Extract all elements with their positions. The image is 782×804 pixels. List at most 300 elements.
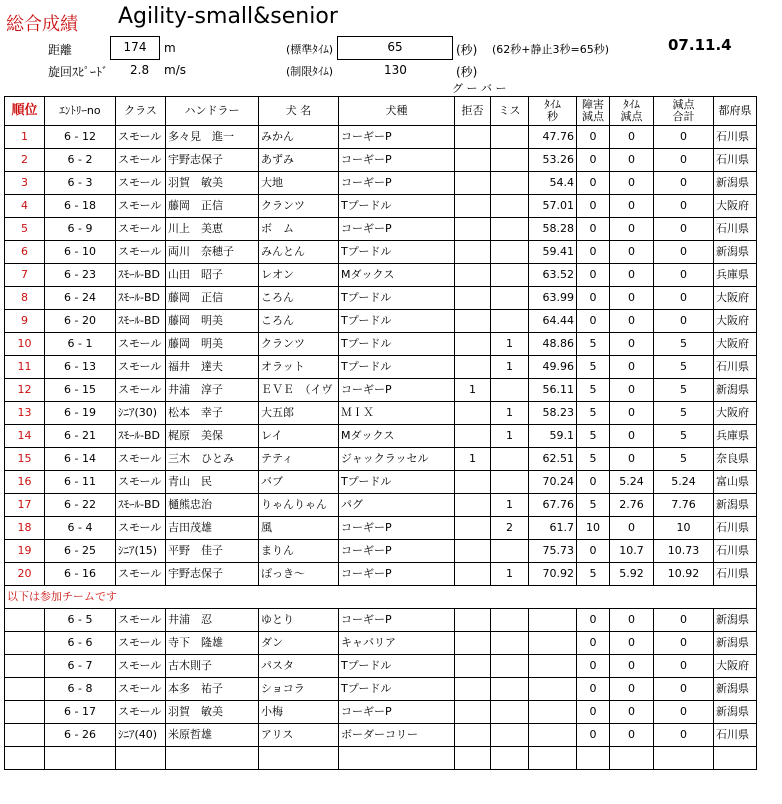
cell-dog: レオン: [259, 264, 339, 287]
event-title: Agility-small&senior: [118, 4, 338, 29]
cell-tpen: [610, 747, 654, 770]
cell-entry: 6 - 14: [45, 448, 116, 471]
cell-tpen: 0: [610, 310, 654, 333]
cell-dog: りゃんりゃん: [259, 494, 339, 517]
cell-breed: Tプードル: [339, 333, 455, 356]
cell-dog: 大五郎: [259, 402, 339, 425]
cell-refusal: [455, 333, 491, 356]
cell-class: [116, 747, 166, 770]
cell-miss: [491, 287, 529, 310]
cell-tpen: 0: [610, 701, 654, 724]
cell-handler: 福井 達夫: [166, 356, 259, 379]
table-row: [5, 724, 757, 747]
cell-rank: 6: [5, 241, 45, 264]
cell-miss: [491, 724, 529, 747]
cell-pref: 新潟県: [714, 172, 757, 195]
cell-pref: [714, 747, 757, 770]
cell-rank: 20: [5, 563, 45, 586]
cell-entry: 6 - 8: [45, 678, 116, 701]
cell-miss: [491, 747, 529, 770]
cell-class: ｼﾆｱ(15): [116, 540, 166, 563]
cell-breed: コーギーP: [339, 172, 455, 195]
cell-entry: 6 - 24: [45, 287, 116, 310]
cell-time: [529, 701, 577, 724]
cell-obs: 0: [577, 287, 610, 310]
cell-total: 10: [654, 517, 714, 540]
cell-refusal: [455, 195, 491, 218]
cell-class: スモール: [116, 172, 166, 195]
cell-breed: コーギーP: [339, 701, 455, 724]
cell-class: スモール: [116, 632, 166, 655]
cell-refusal: [455, 172, 491, 195]
cell-pref: 新潟県: [714, 609, 757, 632]
cell-dog: ゆとり: [259, 609, 339, 632]
cell-obs: 0: [577, 632, 610, 655]
cell-time: 58.23: [529, 402, 577, 425]
cell-dog: テティ: [259, 448, 339, 471]
cell-refusal: [455, 609, 491, 632]
cell-class: スモール: [116, 126, 166, 149]
cell-handler: 古木則子: [166, 655, 259, 678]
cell-dog: ダン: [259, 632, 339, 655]
cell-total: 5: [654, 448, 714, 471]
cell-pref: 石川県: [714, 126, 757, 149]
table-row: [5, 379, 757, 402]
cell-rank: 14: [5, 425, 45, 448]
cell-time: 63.99: [529, 287, 577, 310]
cell-obs: 0: [577, 540, 610, 563]
column-header: 犬 名: [259, 97, 339, 126]
cell-refusal: [455, 402, 491, 425]
cell-miss: [491, 195, 529, 218]
cell-time: 70.92: [529, 563, 577, 586]
cell-tpen: 0: [610, 172, 654, 195]
cell-total: 10.92: [654, 563, 714, 586]
cell-miss: [491, 126, 529, 149]
cell-handler: 両川 奈穂子: [166, 241, 259, 264]
cell-entry: 6 - 15: [45, 379, 116, 402]
cell-handler: 井浦 淳子: [166, 379, 259, 402]
cell-pref: 石川県: [714, 218, 757, 241]
column-header: 減点 合計: [654, 97, 714, 126]
cell-pref: 兵庫県: [714, 425, 757, 448]
cell-class: スモール: [116, 655, 166, 678]
cell-class: スモール: [116, 379, 166, 402]
cell-refusal: [455, 563, 491, 586]
cell-handler: 米原哲雄: [166, 724, 259, 747]
cell-rank: 17: [5, 494, 45, 517]
cell-breed: Tプードル: [339, 471, 455, 494]
cell-refusal: [455, 517, 491, 540]
cell-dog: 大地: [259, 172, 339, 195]
cell-entry: 6 - 12: [45, 126, 116, 149]
cell-handler: 青山 民: [166, 471, 259, 494]
cell-tpen: 0: [610, 218, 654, 241]
cell-pref: 新潟県: [714, 241, 757, 264]
cell-total: 0: [654, 310, 714, 333]
cell-breed: コーギーP: [339, 218, 455, 241]
cell-obs: 5: [577, 333, 610, 356]
distance-unit: m: [164, 41, 176, 55]
cell-breed: Tプードル: [339, 310, 455, 333]
cell-handler: 羽賀 敏美: [166, 701, 259, 724]
cell-rank: 19: [5, 540, 45, 563]
cell-rank: [5, 632, 45, 655]
cell-refusal: [455, 356, 491, 379]
cell-tpen: 0: [610, 724, 654, 747]
cell-handler: 藤岡 正信: [166, 287, 259, 310]
cell-time: 63.52: [529, 264, 577, 287]
cell-refusal: [455, 701, 491, 724]
cell-rank: 11: [5, 356, 45, 379]
cell-dog: ぽっき～: [259, 563, 339, 586]
cell-rank: 16: [5, 471, 45, 494]
cell-handler: 井浦 忍: [166, 609, 259, 632]
cell-miss: 1: [491, 356, 529, 379]
column-header: クラス: [116, 97, 166, 126]
cell-obs: [577, 747, 610, 770]
cell-refusal: [455, 540, 491, 563]
cell-refusal: [455, 655, 491, 678]
cell-dog: 風: [259, 517, 339, 540]
table-row: [5, 471, 757, 494]
standard-time-label: (標準ﾀｲﾑ): [286, 43, 334, 56]
cell-total: 7.76: [654, 494, 714, 517]
distance-label: 距離: [48, 43, 73, 57]
cell-obs: 0: [577, 310, 610, 333]
cell-entry: 6 - 21: [45, 425, 116, 448]
cell-pref: 石川県: [714, 517, 757, 540]
cell-handler: 本多 祐子: [166, 678, 259, 701]
column-header: ｴﾝﾄﾘｰno: [45, 97, 116, 126]
cell-class: スモール: [116, 563, 166, 586]
cell-handler: 平野 佳子: [166, 540, 259, 563]
cell-total: 5: [654, 356, 714, 379]
cell-breed: ジャックラッセル: [339, 448, 455, 471]
cell-total: 5: [654, 425, 714, 448]
cell-tpen: 0: [610, 448, 654, 471]
cell-pref: 大阪府: [714, 402, 757, 425]
cell-handler: 梶原 美保: [166, 425, 259, 448]
cell-total: 0: [654, 724, 714, 747]
cell-entry: 6 - 11: [45, 471, 116, 494]
cell-rank: 9: [5, 310, 45, 333]
cell-total: 0: [654, 195, 714, 218]
cell-total: 5: [654, 333, 714, 356]
cell-handler: 宇野志保子: [166, 149, 259, 172]
cell-handler: 藤岡 正信: [166, 195, 259, 218]
cell-tpen: 0: [610, 655, 654, 678]
event-date: 07.11.4: [668, 36, 732, 54]
cell-class: スモール: [116, 356, 166, 379]
cell-refusal: [455, 241, 491, 264]
cell-tpen: 0: [610, 379, 654, 402]
cell-obs: 0: [577, 655, 610, 678]
cell-entry: 6 - 18: [45, 195, 116, 218]
cell-total: 0: [654, 701, 714, 724]
cell-handler: 多々見 進一: [166, 126, 259, 149]
cell-refusal: [455, 218, 491, 241]
cell-handler: [166, 747, 259, 770]
cell-dog: レイ: [259, 425, 339, 448]
cell-dog: みかん: [259, 126, 339, 149]
cell-miss: [491, 655, 529, 678]
cell-rank: 10: [5, 333, 45, 356]
cell-dog: [259, 747, 339, 770]
cell-total: 0: [654, 172, 714, 195]
cell-miss: [491, 678, 529, 701]
cell-entry: 6 - 20: [45, 310, 116, 333]
cell-tpen: 0: [610, 517, 654, 540]
cell-refusal: [455, 494, 491, 517]
table-row: [5, 563, 757, 586]
cell-handler: 松本 幸子: [166, 402, 259, 425]
cell-total: 0: [654, 149, 714, 172]
cell-dog: 小梅: [259, 701, 339, 724]
table-row: [5, 218, 757, 241]
speed-label: 旋回ｽﾋﾟｰﾄﾞ: [48, 65, 109, 79]
cell-handler: 藤岡 明美: [166, 310, 259, 333]
cell-time: 53.26: [529, 149, 577, 172]
table-row: [5, 149, 757, 172]
distance-value: 174: [110, 36, 160, 60]
table-header-row: [5, 97, 757, 126]
cell-time: 67.76: [529, 494, 577, 517]
cell-dog: バブ: [259, 471, 339, 494]
cell-miss: [491, 310, 529, 333]
cell-rank: 8: [5, 287, 45, 310]
cell-pref: 石川県: [714, 540, 757, 563]
cell-dog: ショコラ: [259, 678, 339, 701]
cell-tpen: 2.76: [610, 494, 654, 517]
cell-tpen: 0: [610, 678, 654, 701]
cell-obs: 5: [577, 563, 610, 586]
cell-refusal: [455, 471, 491, 494]
cell-entry: 6 - 7: [45, 655, 116, 678]
column-header: ﾀｲﾑ 減点: [610, 97, 654, 126]
cell-pref: 新潟県: [714, 701, 757, 724]
cell-tpen: 0: [610, 425, 654, 448]
cell-dog: オラット: [259, 356, 339, 379]
cell-rank: [5, 701, 45, 724]
cell-entry: [45, 747, 116, 770]
cell-obs: 5: [577, 494, 610, 517]
cell-handler: 三木 ひとみ: [166, 448, 259, 471]
cell-pref: 奈良県: [714, 448, 757, 471]
column-header: 拒否: [455, 97, 491, 126]
cell-time: 54.4: [529, 172, 577, 195]
cell-time: 56.11: [529, 379, 577, 402]
cell-class: スモール: [116, 333, 166, 356]
limit-time-value: 130: [384, 63, 407, 77]
table-row: [5, 425, 757, 448]
cell-total: 0: [654, 287, 714, 310]
cell-rank: 18: [5, 517, 45, 540]
cell-miss: [491, 241, 529, 264]
cell-pref: 新潟県: [714, 379, 757, 402]
cell-time: 70.24: [529, 471, 577, 494]
cell-miss: 2: [491, 517, 529, 540]
limit-time-unit: (秒): [456, 65, 478, 79]
cell-breed: Tプードル: [339, 356, 455, 379]
cell-entry: 6 - 26: [45, 724, 116, 747]
cell-refusal: [455, 632, 491, 655]
cell-class: ｽﾓｰﾙ-BD: [116, 264, 166, 287]
group-label: グ ー バ ー: [452, 82, 507, 95]
cell-handler: 川上 美恵: [166, 218, 259, 241]
table-row: [5, 241, 757, 264]
cell-dog: あずみ: [259, 149, 339, 172]
cell-obs: 0: [577, 678, 610, 701]
table-row: [5, 195, 757, 218]
cell-entry: 6 - 19: [45, 402, 116, 425]
cell-class: ｽﾓｰﾙ-BD: [116, 425, 166, 448]
cell-refusal: 1: [455, 448, 491, 471]
cell-breed: コーギーP: [339, 126, 455, 149]
cell-class: スモール: [116, 471, 166, 494]
cell-entry: 6 - 17: [45, 701, 116, 724]
cell-obs: 0: [577, 149, 610, 172]
cell-miss: [491, 264, 529, 287]
table-row: [5, 632, 757, 655]
cell-breed: コーギーP: [339, 379, 455, 402]
cell-refusal: [455, 425, 491, 448]
cell-miss: [491, 609, 529, 632]
cell-handler: 樋熊忠治: [166, 494, 259, 517]
cell-tpen: 0: [610, 149, 654, 172]
cell-rank: [5, 678, 45, 701]
cell-handler: 宇野志保子: [166, 563, 259, 586]
table-row: [5, 448, 757, 471]
cell-dog: パスタ: [259, 655, 339, 678]
table-row: [5, 540, 757, 563]
cell-handler: 寺下 隆雄: [166, 632, 259, 655]
cell-total: 0: [654, 655, 714, 678]
table-row: [5, 609, 757, 632]
cell-entry: 6 - 16: [45, 563, 116, 586]
column-header: ハンドラー: [166, 97, 259, 126]
section-title: 総合成績: [6, 14, 78, 35]
cell-time: [529, 747, 577, 770]
cell-rank: 12: [5, 379, 45, 402]
cell-breed: コーギーP: [339, 540, 455, 563]
cell-breed: Tプードル: [339, 195, 455, 218]
cell-breed: コーギーP: [339, 149, 455, 172]
cell-pref: 大阪府: [714, 287, 757, 310]
cell-entry: 6 - 2: [45, 149, 116, 172]
column-header: 犬種: [339, 97, 455, 126]
cell-breed: コーギーP: [339, 609, 455, 632]
cell-class: スモール: [116, 448, 166, 471]
cell-obs: 0: [577, 126, 610, 149]
cell-rank: 15: [5, 448, 45, 471]
cell-refusal: [455, 724, 491, 747]
table-row: [5, 287, 757, 310]
cell-obs: 0: [577, 701, 610, 724]
cell-pref: 大阪府: [714, 310, 757, 333]
cell-tpen: 0: [610, 609, 654, 632]
cell-pref: 石川県: [714, 149, 757, 172]
cell-dog: アリス: [259, 724, 339, 747]
cell-entry: 6 - 22: [45, 494, 116, 517]
cell-refusal: [455, 264, 491, 287]
table-row: [5, 264, 757, 287]
cell-class: スモール: [116, 218, 166, 241]
cell-dog: ＥＶＥ （イヴ: [259, 379, 339, 402]
cell-time: 58.28: [529, 218, 577, 241]
cell-obs: 5: [577, 356, 610, 379]
cell-handler: 吉田茂雄: [166, 517, 259, 540]
cell-breed: ＭＩＸ: [339, 402, 455, 425]
cell-entry: 6 - 1: [45, 333, 116, 356]
cell-time: [529, 724, 577, 747]
cell-class: スモール: [116, 678, 166, 701]
cell-rank: [5, 609, 45, 632]
standard-time-unit: (秒): [456, 43, 478, 57]
cell-miss: [491, 632, 529, 655]
cell-refusal: [455, 126, 491, 149]
cell-class: スモール: [116, 195, 166, 218]
cell-entry: 6 - 6: [45, 632, 116, 655]
cell-miss: [491, 471, 529, 494]
speed-unit: m/s: [164, 63, 186, 77]
cell-rank: 13: [5, 402, 45, 425]
cell-handler: 山田 昭子: [166, 264, 259, 287]
cell-time: 62.51: [529, 448, 577, 471]
participation-note-row: [5, 586, 757, 609]
cell-dog: ボ ム: [259, 218, 339, 241]
cell-tpen: 0: [610, 126, 654, 149]
cell-time: 59.41: [529, 241, 577, 264]
cell-class: スモール: [116, 517, 166, 540]
participation-note: 以下は参加チームです: [5, 586, 166, 609]
cell-miss: 1: [491, 402, 529, 425]
cell-entry: 6 - 4: [45, 517, 116, 540]
cell-pref: 新潟県: [714, 632, 757, 655]
cell-miss: 1: [491, 425, 529, 448]
cell-tpen: 0: [610, 333, 654, 356]
cell-dog: クランツ: [259, 195, 339, 218]
cell-tpen: 5.24: [610, 471, 654, 494]
cell-miss: [491, 379, 529, 402]
cell-breed: キャバリア: [339, 632, 455, 655]
cell-obs: 0: [577, 172, 610, 195]
cell-total: 5: [654, 379, 714, 402]
cell-obs: 0: [577, 471, 610, 494]
cell-pref: 大阪府: [714, 333, 757, 356]
cell-time: 48.86: [529, 333, 577, 356]
cell-obs: 0: [577, 609, 610, 632]
cell-pref: 新潟県: [714, 494, 757, 517]
cell-time: 61.7: [529, 517, 577, 540]
table-row: [5, 172, 757, 195]
table-row: [5, 747, 757, 770]
cell-breed: Tプードル: [339, 241, 455, 264]
cell-obs: 0: [577, 195, 610, 218]
cell-time: [529, 655, 577, 678]
cell-entry: 6 - 3: [45, 172, 116, 195]
cell-refusal: [455, 149, 491, 172]
cell-obs: 5: [577, 448, 610, 471]
cell-pref: 石川県: [714, 356, 757, 379]
cell-entry: 6 - 10: [45, 241, 116, 264]
cell-breed: Tプードル: [339, 287, 455, 310]
column-header: 障害 減点: [577, 97, 610, 126]
cell-handler: 羽賀 敏美: [166, 172, 259, 195]
cell-obs: 0: [577, 218, 610, 241]
cell-breed: ボーダーコリー: [339, 724, 455, 747]
cell-miss: [491, 448, 529, 471]
